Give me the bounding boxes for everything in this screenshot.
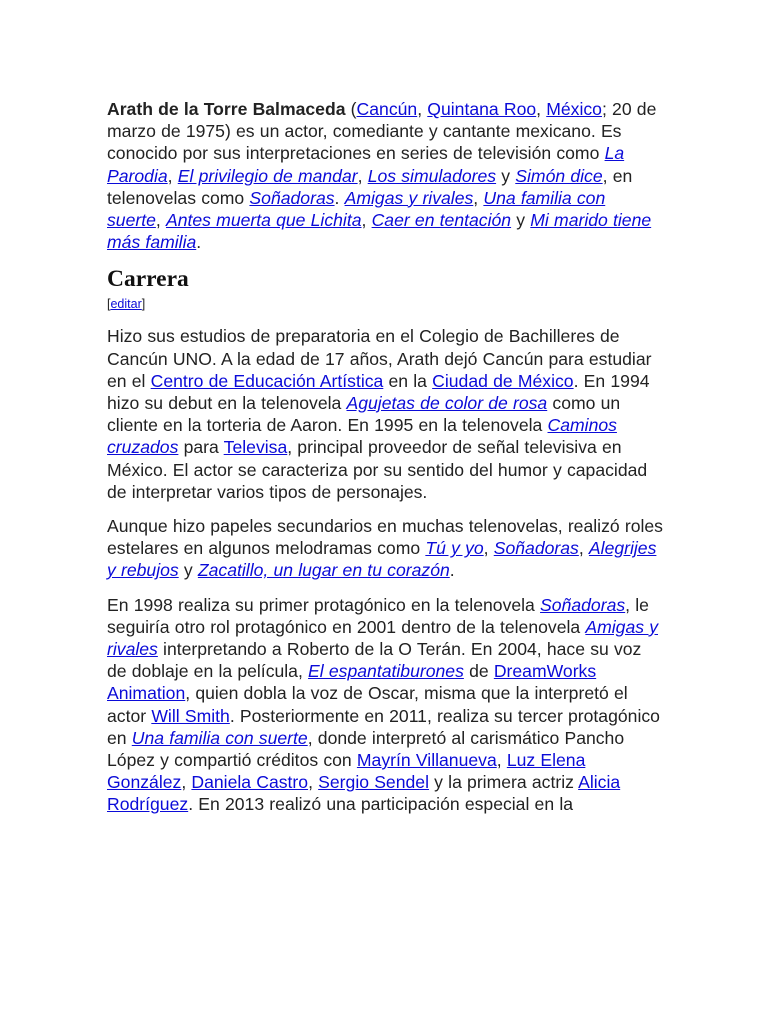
text: , quien dobla la voz de Oscar, misma que la interpretó el actor	[107, 683, 628, 726]
link-quintana-roo[interactable]: Quintana Roo	[427, 99, 537, 119]
text: , en telenovelas como	[107, 165, 633, 208]
link-amigas-y-rivales[interactable]: Amigas y rivales	[107, 616, 659, 660]
text: (	[345, 99, 357, 119]
text: En 1998 realiza su primer protagónico en la telenovela	[107, 594, 541, 615]
text: y	[496, 165, 516, 186]
text: ,	[357, 165, 368, 186]
text: como un cliente en la torteria de Aaron. En 1995 en la telenovela	[107, 393, 621, 436]
text: , principal proveedor de señal televisiva en México. El actor se caracteriza por su sentido del humor y capacidad de interpretar varios tipos de personajes.	[107, 437, 648, 502]
link-luz-elena-gonzalez[interactable]: Luz Elena González	[107, 750, 586, 793]
link-zacatillo[interactable]: Zacatillo, un lugar en tu corazón	[197, 560, 450, 581]
link-sonadoras[interactable]: Soñadoras	[540, 594, 626, 615]
text: ; 20 de marzo de 1975) es un actor, comediante y cantante mexicano. Es conocido por sus interpretaciones en series de televisión como	[107, 99, 657, 164]
article-subject-name: Arath de la Torre Balmaceda	[107, 99, 346, 119]
text: ,	[483, 538, 494, 559]
link-mi-marido-tiene-mas-familia[interactable]: Mi marido tiene más familia	[107, 210, 652, 253]
career-paragraph-2	[107, 515, 663, 582]
link-la-parodia[interactable]: La Parodia	[107, 143, 625, 186]
link-ciudad-de-mexico[interactable]: Ciudad de México	[432, 370, 574, 391]
link-una-familia-con-suerte[interactable]: Una familia con suerte	[107, 187, 606, 231]
link-dreamworks-animation[interactable]: DreamWorks Animation	[107, 661, 597, 704]
text: ,	[308, 772, 319, 793]
text: ,	[361, 210, 372, 231]
text: para	[178, 437, 224, 458]
text: ,	[473, 187, 484, 208]
text: Hizo sus estudios de preparatoria en el Colegio de Bachilleres de Cancún UNO. A la edad de 17 años, Arath dejó Cancún para estudiar en el	[107, 326, 652, 391]
text: interpretando a Roberto de la O Terán. En 2004, hace su voz de doblaje en la película,	[107, 639, 642, 682]
bracket-open: [	[107, 297, 111, 312]
link-el-espantatiburones[interactable]: El espantatiburones	[308, 661, 464, 682]
text: y la primera actriz	[428, 772, 579, 793]
text: Aunque hizo papeles secundarios en muchas telenovelas, realizó roles estelares en algunos melodramas como	[107, 516, 663, 559]
link-will-smith[interactable]: Will Smith	[151, 705, 230, 726]
link-los-simuladores[interactable]: Los simuladores	[367, 165, 497, 186]
link-caminos-cruzados[interactable]: Caminos cruzados	[107, 415, 617, 458]
section-heading-carrera: Carrera	[107, 266, 189, 293]
text: y	[178, 560, 198, 581]
link-tu-y-yo[interactable]: Tú y yo	[425, 538, 484, 559]
text: de	[463, 661, 494, 682]
text: . En 1994 hizo su debut en la telenovela	[107, 370, 650, 414]
text: ,	[578, 538, 589, 559]
link-cancun[interactable]: Cancún	[356, 99, 418, 119]
text: ,	[155, 210, 166, 231]
text: en la	[383, 370, 433, 391]
bracket-close: ]	[141, 297, 146, 312]
text: .	[196, 232, 202, 253]
link-televisa[interactable]: Televisa	[223, 437, 288, 458]
text: .	[334, 187, 345, 208]
link-caer-en-tentacion[interactable]: Caer en tentación	[371, 210, 512, 231]
link-sonadoras[interactable]: Soñadoras	[249, 187, 335, 208]
link-alicia-rodriguez[interactable]: Alicia Rodríguez	[107, 772, 621, 815]
text: ,	[496, 750, 507, 771]
career-paragraph-1	[107, 325, 663, 503]
link-alegrijes-y-rebujos[interactable]: Alegrijes y rebujos	[107, 538, 657, 581]
text: , donde interpretó al carismático Pancho López y compartió créditos con	[107, 727, 625, 771]
text: ,	[167, 165, 178, 186]
link-sonadoras[interactable]: Soñadoras	[493, 538, 579, 559]
text: .	[449, 560, 455, 581]
text: y	[511, 210, 531, 231]
text: , le seguiría otro rol protagónico en 2001 dentro de la telenovela	[107, 594, 649, 637]
text: . En 2013 realizó una participación especial en la	[188, 794, 574, 815]
link-agujetas-de-color-de-rosa[interactable]: Agujetas de color de rosa	[346, 393, 548, 414]
text: . Posteriormente en 2011, realiza su tercer protagónico en	[107, 705, 660, 748]
text: ,	[417, 99, 428, 119]
edit-section-link[interactable]: editar	[110, 297, 142, 312]
article-content	[107, 98, 663, 828]
link-simon-dice[interactable]: Simón dice	[515, 165, 603, 186]
link-una-familia-con-suerte[interactable]: Una familia con suerte	[131, 727, 308, 748]
link-el-privilegio-de-mandar[interactable]: El privilegio de mandar	[177, 165, 358, 186]
career-paragraph-3	[107, 594, 663, 816]
link-amigas-y-rivales[interactable]: Amigas y rivales	[344, 187, 474, 208]
link-sergio-sendel[interactable]: Sergio Sendel	[318, 772, 429, 793]
link-mayrin-villanueva[interactable]: Mayrín Villanueva	[356, 750, 497, 771]
link-daniela-castro[interactable]: Daniela Castro	[191, 772, 309, 793]
link-antes-muerta-que-lichita[interactable]: Antes muerta que Lichita	[165, 210, 362, 231]
section-edit-link-container	[107, 296, 663, 313]
link-mexico[interactable]: México	[546, 99, 602, 119]
text: ,	[536, 99, 547, 119]
intro-paragraph	[107, 98, 663, 253]
link-centro-de-educacion-artistica[interactable]: Centro de Educación Artística	[150, 370, 384, 391]
text: ,	[181, 772, 192, 793]
